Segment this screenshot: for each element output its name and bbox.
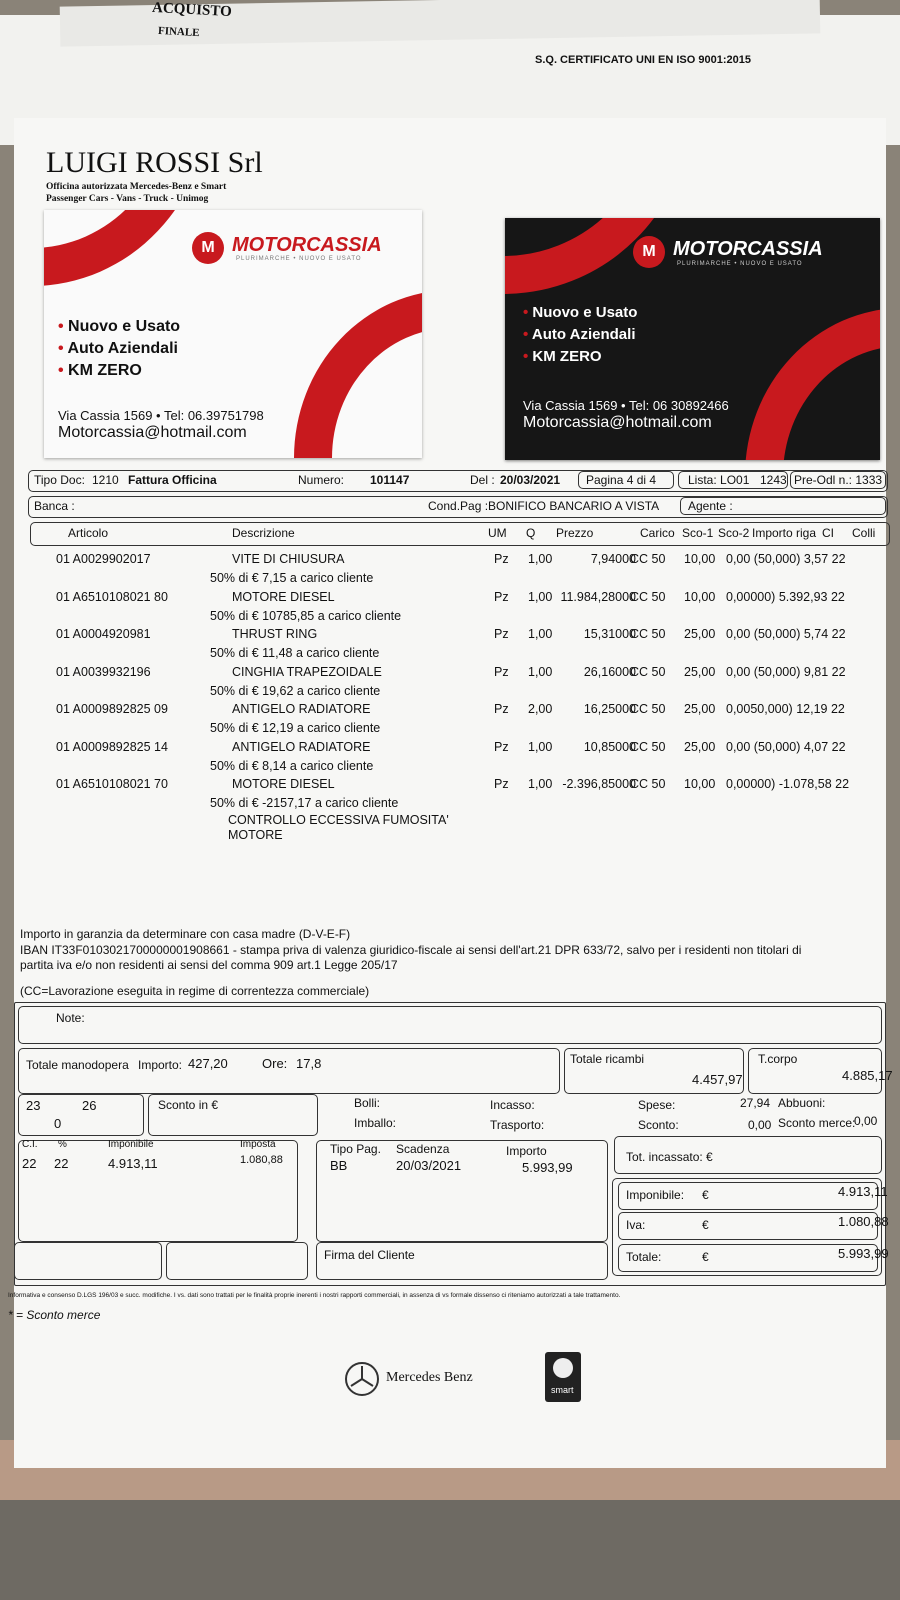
cell-desc: MOTORE DIESEL — [232, 777, 335, 791]
totale-label: Totale: — [626, 1250, 662, 1264]
tipo-pag-label: Tipo Pag. — [330, 1142, 381, 1156]
sconto2-label: Sconto: — [638, 1118, 679, 1132]
cell-prezzo: 11.984,28000 — [560, 589, 636, 604]
cell-rest: 0,0050,000) 12,19 22 — [726, 702, 845, 716]
col-importo: Importo riga — [752, 526, 817, 540]
euro-sign-1: € — [702, 1188, 709, 1202]
mercedes-label: Mercedes Benz — [386, 1370, 473, 1385]
table-row — [0, 552, 900, 570]
item-note: 50% di € 19,62 a carico cliente — [210, 683, 381, 698]
cell-sco1: 10,00 — [684, 777, 716, 791]
imponibile-col-label: Imponibile — [108, 1139, 154, 1150]
cell-um: Pz — [494, 777, 509, 791]
tipo-doc-desc: Fattura Officina — [128, 473, 217, 487]
cell-sco1: 25,00 — [684, 739, 716, 754]
cell-q: 1,00 — [528, 739, 553, 754]
cell-art: 01 A0029902017 — [56, 552, 151, 566]
importo2-value: 5.993,99 — [522, 1160, 573, 1175]
numero-label: Numero: — [298, 473, 345, 487]
firma-label: Firma del Cliente — [324, 1248, 415, 1262]
imballo-label: Imballo: — [354, 1116, 397, 1130]
sconto-merce-value: 0,00 — [854, 1114, 878, 1128]
col-sco1: Sco-1 — [682, 526, 714, 540]
ricambi-label: Totale ricambi — [570, 1052, 645, 1066]
cell-prezzo: 7,94000 — [590, 552, 636, 566]
card-email: Motorcassia@hotmail.com — [58, 424, 247, 441]
note-box — [18, 1006, 882, 1044]
scadenza-value: 20/03/2021 — [396, 1158, 462, 1173]
del-label: Del : — [470, 473, 495, 487]
cell-art: 01 A0009892825 14 — [56, 739, 168, 754]
cell-q: 1,00 — [528, 777, 553, 791]
garanzia-note: Importo in garanzia da determinare con casa madre (D-V-E-F) — [20, 927, 351, 941]
card-email: Motorcassia@hotmail.com — [523, 414, 712, 431]
table-row — [0, 627, 900, 645]
cell-sco1: 10,00 — [684, 589, 716, 604]
cell-um: Pz — [494, 589, 509, 604]
cell-q: 1,00 — [528, 589, 553, 604]
spese-label: Spese: — [638, 1098, 676, 1112]
cell-carico: CC 50 — [630, 739, 666, 754]
card-bullet-3: • KM ZERO — [58, 362, 142, 379]
tcorpo-value: 4.885,17 — [842, 1068, 893, 1083]
tipo-doc-label: Tipo Doc: — [34, 473, 85, 487]
code-c: 0 — [54, 1116, 62, 1131]
item-note: 50% di € -2157,17 a carico cliente — [210, 796, 399, 810]
card-red-arc-2 — [294, 290, 422, 458]
iban-note: IBAN IT33F0103021700000001908661 - stampa priva di valenza giuridico-fiscale ai sensi dell'art.21 DPR 633/72, salvo per i residenti non titolari di — [20, 943, 802, 957]
item-note: 50% di € 10785,85 a carico cliente — [210, 608, 402, 623]
note-label: Note: — [56, 1011, 85, 1025]
col-q: Q — [526, 526, 536, 540]
cond-pag-value: BONIFICO BANCARIO A VISTA — [488, 499, 660, 513]
card-red-arc-2 — [745, 308, 880, 460]
company-line1: Officina autorizzata Mercedes-Benz e Smart — [46, 182, 227, 192]
pre-odl: Pre-Odl n.: 1333 — [794, 473, 883, 487]
numero-value: 101147 — [370, 473, 410, 487]
bolli-label: Bolli: — [354, 1096, 381, 1110]
cell-um: Pz — [494, 664, 509, 679]
card-tagline: PLURIMARCHE • NUOVO E USATO — [677, 261, 803, 267]
blank-box-1 — [14, 1242, 162, 1280]
cc-note: (CC=Lavorazione eseguita in regime di correntezza commerciale) — [20, 984, 370, 998]
item-note: 50% di € 11,48 a carico cliente — [210, 646, 380, 660]
cell-carico: CC 50 — [630, 664, 666, 679]
tipo-pag-value: BB — [330, 1158, 348, 1173]
col-descrizione: Descrizione — [232, 526, 295, 540]
smart-label: smart — [551, 1385, 574, 1395]
ci-label: C.I. — [22, 1139, 38, 1150]
cell-rest: 0,00000) 5.392,93 22 — [726, 589, 845, 604]
cell-prezzo: 26,16000 — [583, 664, 636, 679]
company-line2: Passenger Cars - Vans - Truck - Unimog — [46, 194, 209, 204]
cell-desc: CINGHIA TRAPEZOIDALE — [232, 664, 382, 679]
card-bullet-1: • Nuovo e Usato — [523, 304, 638, 321]
ricambi-value: 4.457,97 — [692, 1072, 743, 1087]
mercedes-star-icon — [345, 1362, 379, 1396]
tot-incassato: Tot. incassato: € — [626, 1150, 713, 1164]
sconto-label: Sconto in € — [158, 1098, 219, 1112]
euro-sign-3: € — [702, 1250, 709, 1264]
floor-shadow — [0, 1500, 900, 1600]
cell-q: 1,00 — [528, 664, 553, 679]
col-carico: Carico — [640, 526, 675, 540]
cell-um: Pz — [494, 739, 509, 754]
importo2-label: Importo — [506, 1144, 547, 1158]
company-name: LUIGI ROSSI Srl — [46, 146, 263, 179]
cell-desc: VITE DI CHIUSURA — [232, 552, 345, 566]
ore-label: Ore: — [262, 1056, 288, 1071]
cell-rest: 0,00 (50,000) 9,81 22 — [726, 664, 846, 679]
importo-label: Importo: — [138, 1058, 183, 1072]
cell-q: 1,00 — [528, 627, 553, 641]
table-row — [0, 665, 900, 683]
col-um: UM — [488, 526, 507, 540]
code-b: 26 — [82, 1098, 97, 1113]
item-note: 50% di € 7,15 a carico cliente — [210, 571, 374, 585]
perc-label: % — [58, 1139, 67, 1150]
cell-carico: CC 50 — [630, 777, 666, 791]
sconto-merce-label: Sconto merce: — [778, 1116, 856, 1130]
euro-sign-2: € — [702, 1218, 709, 1232]
imposta-col-label: Imposta — [240, 1139, 276, 1150]
imponibile-col-value: 4.913,11 — [108, 1156, 158, 1171]
card-bullet-3: • KM ZERO — [523, 348, 602, 365]
extra-desc-2: MOTORE — [228, 828, 283, 842]
card-brand: MOTORCASSIA — [673, 238, 823, 260]
pagina: Pagina 4 di 4 — [586, 473, 657, 487]
motorcassia-logo-icon: M — [192, 232, 224, 264]
iva-label: Iva: — [626, 1218, 646, 1232]
table-row — [0, 777, 900, 795]
totale-value: 5.993,99 — [838, 1246, 889, 1261]
card-address: Via Cassia 1569 • Tel: 06 30892466 — [523, 398, 729, 413]
smart-logo-icon — [545, 1352, 581, 1402]
sconto2-value: 0,00 — [748, 1118, 772, 1132]
privacy-note: Informativa e consenso D.LGS 196/03 e succ. modifiche. I vs. dati sono trattati per le finalità proprie inerenti i nostri rapporti commerciali, in assenza di vs formale dissenso ci riteniamo autorizzati a tale trattamento. — [8, 1292, 621, 1299]
cell-art: 01 A0004920981 — [56, 627, 151, 641]
smart-logo-circle — [553, 1358, 573, 1378]
trasporto-label: Trasporto: — [490, 1118, 545, 1132]
cell-um: Pz — [494, 627, 509, 641]
cell-prezzo: 16,25000 — [583, 702, 636, 716]
card-address: Via Cassia 1569 • Tel: 06.39751798 — [58, 408, 264, 423]
cell-rest: 0,00000) -1.078,58 22 — [726, 777, 850, 791]
cell-desc: MOTORE DIESEL — [232, 589, 335, 604]
col-ci: CI — [822, 526, 834, 540]
sconto-merce-note: * = Sconto merce — [8, 1308, 101, 1322]
motorcassia-logo-icon: M — [633, 236, 665, 268]
card-red-arc — [44, 210, 210, 286]
cond-pag-label: Cond.Pag : — [428, 499, 489, 513]
tcorpo-label: T.corpo — [758, 1052, 798, 1066]
ore-value: 17,8 — [296, 1056, 322, 1071]
business-card-white — [44, 210, 422, 458]
cell-desc: ANTIGELO RADIATORE — [232, 702, 371, 716]
lista-num: 1243 — [760, 473, 787, 487]
del-value: 20/03/2021 — [500, 473, 561, 487]
cell-desc: ANTIGELO RADIATORE — [232, 739, 371, 754]
card-bullet-2: • Auto Aziendali — [523, 326, 636, 343]
col-sco2: Sco-2 — [718, 526, 750, 540]
card-bullet-1: • Nuovo e Usato — [58, 318, 181, 335]
card-bullet-2: • Auto Aziendali — [58, 340, 178, 357]
cell-sco1: 10,00 — [684, 552, 716, 566]
cell-prezzo: -2.396,85000 — [562, 777, 636, 791]
cell-um: Pz — [494, 702, 509, 716]
abbuoni-label: Abbuoni: — [778, 1096, 826, 1110]
lista: Lista: LO01 — [688, 473, 750, 487]
col-colli: Colli — [852, 526, 876, 540]
card-brand: MOTORCASSIA — [232, 234, 382, 256]
cell-sco1: 25,00 — [684, 627, 716, 641]
cell-art: 01 A0039932196 — [56, 664, 151, 679]
imposta-col-value: 1.080,88 — [240, 1154, 283, 1166]
col-prezzo: Prezzo — [556, 526, 594, 540]
importo-value: 427,20 — [188, 1056, 228, 1071]
imp-label: Imponibile: — [626, 1188, 685, 1202]
scadenza-label: Scadenza — [396, 1142, 450, 1156]
cell-carico: CC 50 — [630, 552, 666, 566]
cell-q: 2,00 — [528, 702, 553, 716]
manodopera-label: Totale manodopera — [26, 1058, 129, 1072]
table-row — [0, 740, 900, 758]
cell-sco1: 25,00 — [684, 702, 716, 716]
cell-q: 1,00 — [528, 552, 553, 566]
spese-value: 27,94 — [740, 1096, 771, 1110]
background-stamp-text-2: FINALE — [157, 24, 200, 40]
agente-label: Agente : — [688, 499, 733, 513]
iban-note-2: partita iva e/o non residenti ai sensi del comma 909 art.1 Legge 205/17 — [20, 958, 398, 972]
cell-art: 01 A6510108021 70 — [56, 777, 168, 791]
code-a: 23 — [26, 1098, 41, 1113]
cell-carico: CC 50 — [630, 702, 666, 716]
ci-value: 22 — [22, 1156, 37, 1171]
item-note: 50% di € 8,14 a carico cliente — [210, 758, 374, 773]
col-articolo: Articolo — [68, 526, 109, 540]
imp-value: 4.913,11 — [838, 1184, 888, 1199]
cell-rest: 0,00 (50,000) 3,57 22 — [726, 552, 846, 566]
table-row — [0, 590, 900, 608]
incasso-label: Incasso: — [490, 1098, 535, 1112]
extra-desc-1: CONTROLLO ECCESSIVA FUMOSITA' — [228, 813, 449, 827]
blank-box-2 — [166, 1242, 308, 1280]
item-note: 50% di € 12,19 a carico cliente — [210, 721, 381, 735]
table-row — [0, 702, 900, 720]
cell-carico: CC 50 — [630, 627, 666, 641]
cell-art: 01 A0009892825 09 — [56, 702, 168, 716]
cell-rest: 0,00 (50,000) 5,74 22 — [726, 627, 846, 641]
cell-rest: 0,00 (50,000) 4,07 22 — [726, 739, 846, 754]
perc-value: 22 — [54, 1156, 69, 1171]
cell-carico: CC 50 — [630, 589, 666, 604]
banca-label: Banca : — [34, 499, 75, 513]
business-card-black — [505, 218, 880, 460]
background-stamp-text: ACQUISTO — [151, 0, 233, 21]
iva-value: 1.080,88 — [838, 1214, 889, 1229]
cell-prezzo: 10,85000 — [583, 739, 636, 754]
card-tagline: PLURIMARCHE • NUOVO E USATO — [236, 256, 362, 262]
tipo-doc-value: 1210 — [92, 473, 119, 487]
cell-um: Pz — [494, 552, 509, 566]
cell-art: 01 A6510108021 80 — [56, 589, 168, 604]
cell-sco1: 25,00 — [684, 664, 716, 679]
cell-prezzo: 15,31000 — [583, 627, 636, 641]
certificate-text: S.Q. CERTIFICATO UNI EN ISO 9001:2015 — [535, 54, 751, 66]
cell-desc: THRUST RING — [232, 627, 318, 641]
